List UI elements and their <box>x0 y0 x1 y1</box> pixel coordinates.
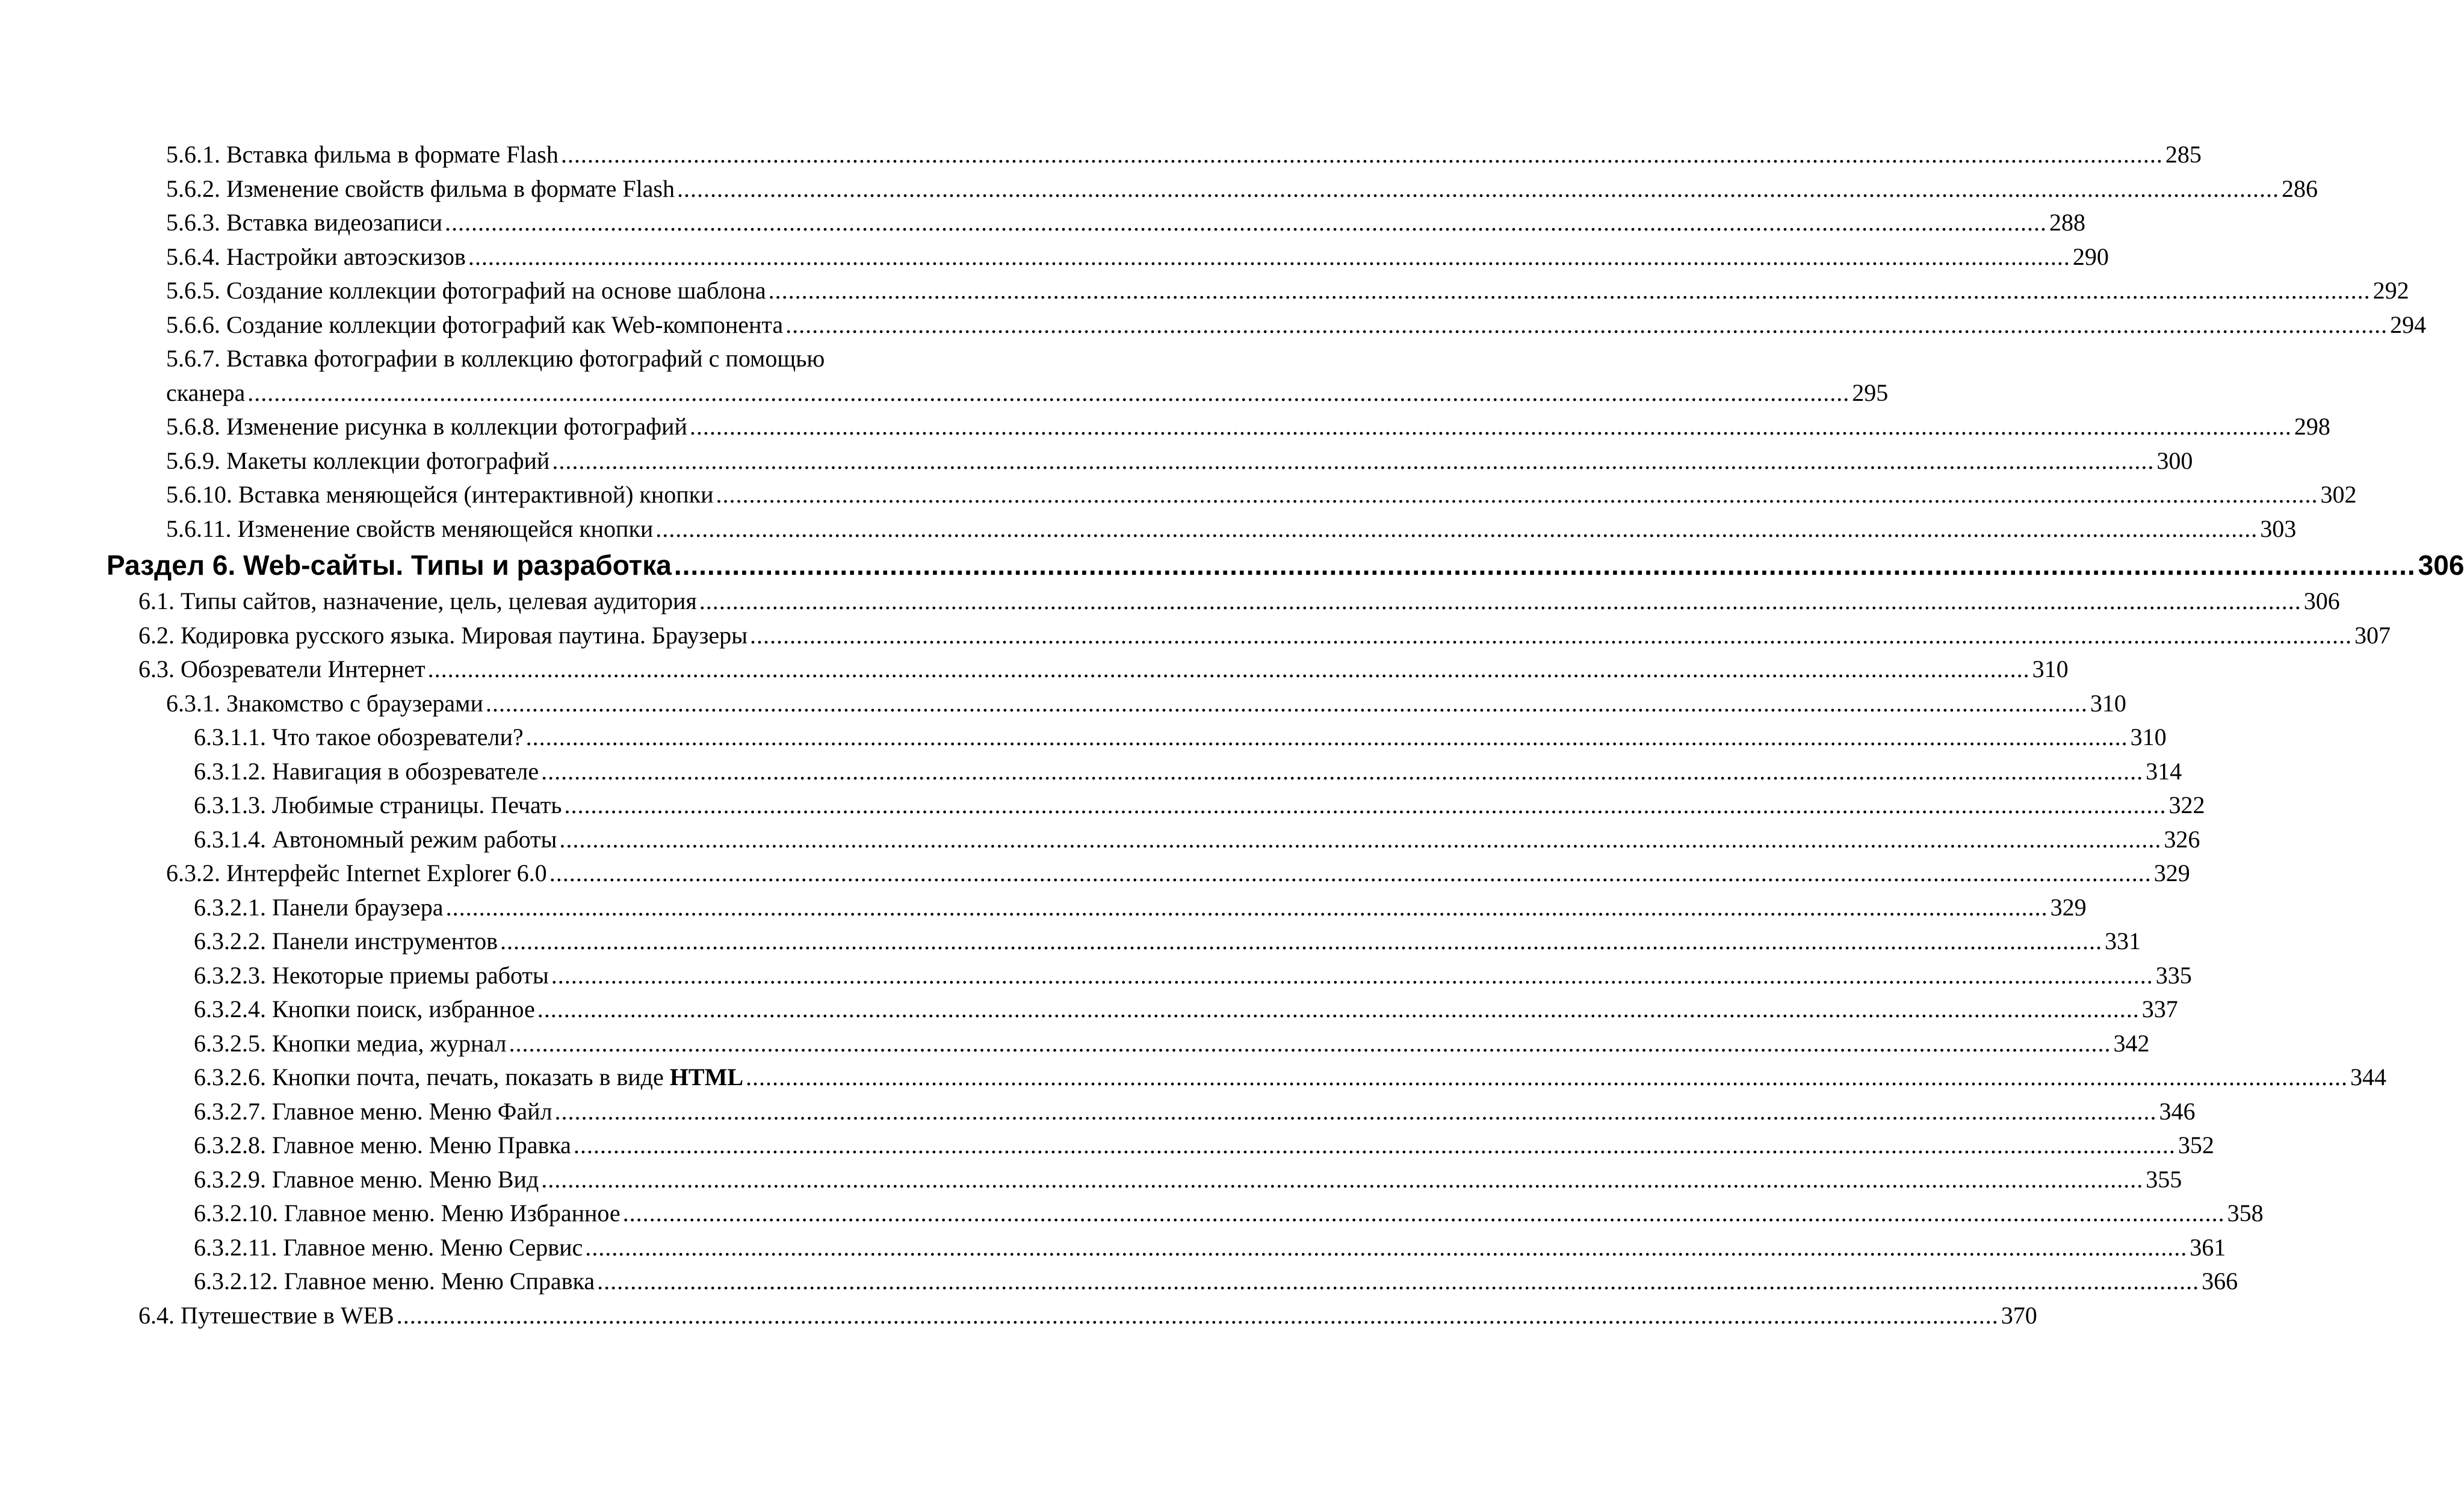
toc-entry-title: 6.3.1.1. Что такое обозреватели? <box>194 723 524 751</box>
dot-leader <box>677 172 2279 206</box>
toc-entry-title: 5.6.10. Вставка меняющейся (интерактивной) кнопки <box>166 481 714 508</box>
toc-entry-title-prefix: 6.3.2.6. Кнопки почта, печать, показать в виде <box>194 1063 664 1091</box>
dot-leader <box>541 755 2143 789</box>
toc-entry-page: 337 <box>2141 995 2178 1023</box>
dot-leader <box>551 959 2153 993</box>
toc-entry-5-6-3 <box>166 206 2086 240</box>
toc-entry-6-3-2-6 <box>194 1060 2387 1095</box>
toc-entry-page: 303 <box>2260 515 2297 542</box>
toc-entry-page: 358 <box>2227 1199 2264 1227</box>
dot-leader <box>468 240 2070 274</box>
toc-entry-title: 5.6.5. Создание коллекции фотографий на основе шаблона <box>166 277 766 304</box>
toc-entry-6-3-1-4 <box>194 823 2200 857</box>
toc-entry-6-3-2-11 <box>194 1231 2226 1265</box>
toc-entry-title <box>194 1060 743 1095</box>
toc-entry-title: 6.3.2. Интерфейс Internet Explorer 6.0 <box>166 859 547 887</box>
toc-entry-6-3-2-9 <box>194 1163 2182 1197</box>
dot-leader <box>445 206 2047 240</box>
toc-entry-title: 6.3.2.2. Панели инструментов <box>194 927 498 955</box>
toc-entry-5-6-2 <box>166 172 2318 206</box>
toc-entry-title: 5.6.11. Изменение свойств меняющейся кнопки <box>166 515 654 542</box>
toc-entry-6-3-2-4 <box>194 992 2178 1027</box>
toc-entry-title: 6.1. Типы сайтов, назначение, цель, целевая аудитория <box>138 587 697 614</box>
dot-leader <box>486 687 2088 721</box>
toc-entry-5-6-1 <box>166 138 2202 172</box>
toc-entry-6-3-1-3 <box>194 788 2205 823</box>
toc-entry-6-3-2-1 <box>194 891 2087 925</box>
toc-entry-page: 292 <box>2373 277 2409 304</box>
dot-leader <box>716 478 2318 512</box>
dot-leader <box>690 410 2292 444</box>
toc-entry-title: 5.6.8. Изменение рисунка в коллекции фотографий <box>166 413 687 440</box>
toc-entry-title: 5.6.9. Макеты коллекции фотографий <box>166 447 550 474</box>
dot-leader <box>526 720 2128 755</box>
toc-entry-page: 286 <box>2282 175 2318 202</box>
dot-leader <box>585 1231 2187 1265</box>
toc-entry-page: 298 <box>2294 413 2330 440</box>
dot-leader <box>552 444 2154 478</box>
dot-leader <box>597 1264 2199 1299</box>
dot-leader <box>564 788 2166 823</box>
dot-leader <box>549 856 2152 891</box>
toc-entry-title: 5.6.2. Изменение свойств фильма в формате Flash <box>166 175 675 202</box>
toc-entry-6-1 <box>138 584 2340 619</box>
toc-entry-page: 329 <box>2050 893 2087 921</box>
toc-entry-5-6-10 <box>166 478 2357 512</box>
dot-leader <box>500 924 2102 959</box>
dot-leader <box>699 584 2301 619</box>
dot-leader <box>623 1196 2225 1231</box>
toc-entry-6-2 <box>138 619 2391 653</box>
toc-entry-page: 307 <box>2354 621 2391 649</box>
toc-entry-5-6-8 <box>166 410 2330 444</box>
toc-entry-6-3-2-12 <box>194 1264 2238 1299</box>
toc-entry-page: 302 <box>2320 481 2357 508</box>
toc-entry-page: 370 <box>2001 1301 2037 1329</box>
dot-leader <box>509 1027 2111 1061</box>
table-of-contents <box>0 138 2464 1333</box>
dot-leader <box>750 619 2352 653</box>
toc-entry-title: 6.3.2.12. Главное меню. Меню Справка <box>194 1268 595 1295</box>
toc-section-6 <box>107 546 2464 584</box>
toc-entry-6-3-1 <box>166 687 2126 721</box>
toc-entry-page: 355 <box>2146 1165 2182 1193</box>
toc-entry-title: 6.3.2.11. Главное меню. Меню Сервис <box>194 1233 583 1261</box>
toc-entry-6-4 <box>138 1299 2037 1333</box>
dot-leader <box>769 274 2371 308</box>
toc-entry-page: 366 <box>2202 1268 2238 1295</box>
toc-entry-5-6-4 <box>166 240 2109 274</box>
toc-entry-6-3-1-1 <box>194 720 2167 755</box>
dot-leader <box>574 1128 2176 1163</box>
toc-entry-6-3-2-2 <box>194 924 2141 959</box>
dot-leader <box>397 1299 1999 1333</box>
toc-entry-page: 290 <box>2072 243 2109 270</box>
toc-entry-title-bold: HTML <box>669 1063 744 1091</box>
toc-entry-title: 6.3.2.4. Кнопки поиск, избранное <box>194 995 535 1023</box>
toc-entry-title: 5.6.6. Создание коллекции фотографий как Web-компонента <box>166 311 784 338</box>
toc-entry-title: 6.3.1. Знакомство с браузерами <box>166 689 483 717</box>
toc-entry-page: 331 <box>2104 927 2141 955</box>
dot-leader <box>428 652 2030 687</box>
section-title: Раздел 6. Web-сайты. Типы и разработка <box>107 549 672 581</box>
toc-entry-page: 288 <box>2049 209 2086 236</box>
toc-entry-page: 295 <box>1852 379 1889 406</box>
toc-entry-page: 310 <box>2032 655 2069 683</box>
toc-entry-title: 6.3.2.7. Главное меню. Меню Файл <box>194 1097 553 1125</box>
toc-entry-page: 326 <box>2164 825 2200 853</box>
toc-entry-page: 285 <box>2165 141 2202 168</box>
toc-entry-title: 5.6.3. Вставка видеозаписи <box>166 209 443 236</box>
toc-entry-title: 6.3.2.5. Кнопки медиа, журнал <box>194 1029 507 1057</box>
dot-leader <box>555 1095 2157 1129</box>
toc-entry-title: 5.6.1. Вставка фильма в формате Flash <box>166 141 559 168</box>
toc-entry-6-3-2-10 <box>194 1196 2264 1231</box>
toc-entry-6-3-2-7 <box>194 1095 2196 1129</box>
section-page: 306 <box>2418 549 2464 581</box>
toc-entry-title-line1: 5.6.7. Вставка фотографии в коллекцию фотографий с помощью <box>166 345 825 372</box>
toc-entry-page: 300 <box>2156 447 2193 474</box>
dot-leader <box>247 376 1850 410</box>
toc-entry-title: 5.6.4. Настройки автоэскизов <box>166 243 466 270</box>
toc-entry-page: 342 <box>2113 1029 2150 1057</box>
toc-entry-page: 310 <box>2130 723 2167 751</box>
toc-entry-6-3-2-3 <box>194 959 2192 993</box>
toc-entry-5-6-5 <box>166 274 2409 308</box>
toc-entry-6-3-1-2 <box>194 755 2182 789</box>
toc-entry-title: 6.2. Кодировка русского языка. Мировая паутина. Браузеры <box>138 621 748 649</box>
toc-entry-title: 6.3.2.1. Панели браузера <box>194 893 444 921</box>
dot-leader <box>541 1163 2143 1197</box>
dot-leader <box>446 891 2048 925</box>
toc-entry-title-line2: сканера <box>166 379 246 406</box>
toc-entry-5-6-11 <box>166 512 2297 546</box>
toc-entry-5-6-7 <box>166 342 1889 410</box>
toc-entry-title: 6.4. Путешествие в WEB <box>138 1301 394 1329</box>
toc-entry-page: 310 <box>2090 689 2126 717</box>
dot-leader <box>674 546 2416 584</box>
toc-entry-5-6-9 <box>166 444 2193 478</box>
toc-entry-page: 322 <box>2168 791 2205 819</box>
toc-entry-page: 329 <box>2153 859 2190 887</box>
toc-entry-title: 6.3. Обозреватели Интернет <box>138 655 426 683</box>
toc-entry-page: 346 <box>2159 1097 2196 1125</box>
toc-entry-title: 6.3.2.3. Некоторые приемы работы <box>194 961 549 989</box>
toc-entry-page: 335 <box>2155 961 2192 989</box>
toc-entry-6-3-2 <box>166 856 2190 891</box>
toc-entry-6-3-2-8 <box>194 1128 2214 1163</box>
toc-entry-title: 6.3.2.9. Главное меню. Меню Вид <box>194 1165 539 1193</box>
dot-leader <box>746 1060 2348 1095</box>
toc-entry-6-3 <box>138 652 2069 687</box>
toc-entry-page: 344 <box>2350 1063 2387 1091</box>
toc-entry-6-3-2-5 <box>194 1027 2150 1061</box>
dot-leader <box>785 308 2388 342</box>
toc-entry-page: 352 <box>2178 1131 2214 1159</box>
toc-entry-page: 306 <box>2303 587 2340 614</box>
toc-entry-title: 6.3.1.3. Любимые страницы. Печать <box>194 791 562 819</box>
toc-entry-page: 361 <box>2190 1233 2226 1261</box>
toc-entry-5-6-6 <box>166 308 2427 342</box>
toc-entry-title: 6.3.1.2. Навигация в обозревателе <box>194 757 539 785</box>
toc-entry-title: 6.3.2.8. Главное меню. Меню Правка <box>194 1131 571 1159</box>
toc-entry-page: 314 <box>2146 757 2182 785</box>
dot-leader <box>537 992 2140 1027</box>
toc-entry-title: 6.3.1.4. Автономный режим работы <box>194 825 557 853</box>
dot-leader <box>655 512 2258 546</box>
toc-entry-page: 294 <box>2390 311 2427 338</box>
dot-leader <box>561 138 2163 172</box>
dot-leader <box>559 823 2161 857</box>
toc-entry-title: 6.3.2.10. Главное меню. Меню Избранное <box>194 1199 621 1227</box>
